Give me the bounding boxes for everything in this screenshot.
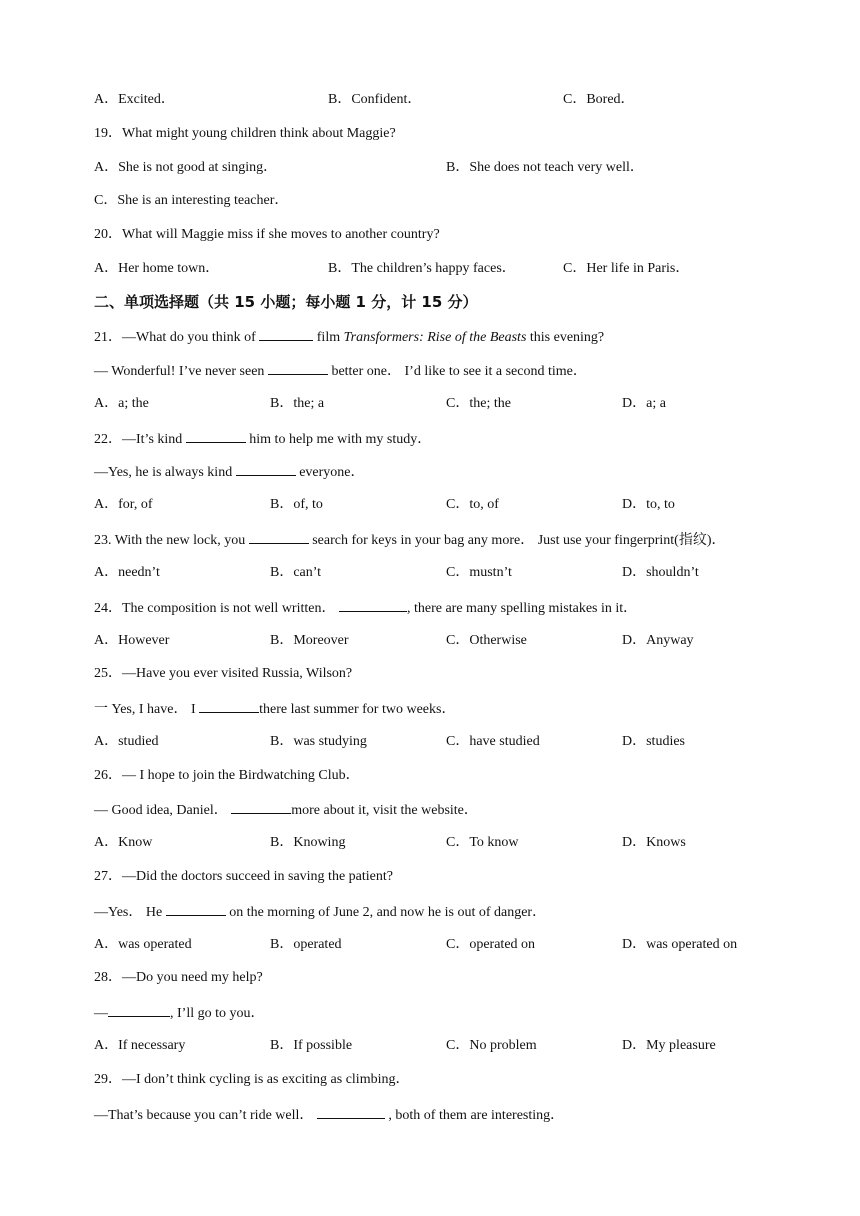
q28-option-c: C．No problem xyxy=(446,1038,537,1053)
q27-line-2: —Yes． He on the morning of June 2, and now he is out of danger． xyxy=(94,901,546,923)
q21-line-2: — Wonderful! I’ve never seen better one． I’d like to see it a second time． xyxy=(94,360,587,382)
answer-blank xyxy=(236,461,296,476)
q18-option-a: A．Excited． xyxy=(94,92,175,107)
q18-option-b: B．Confident． xyxy=(328,92,422,107)
q26-line-2: — Good idea, Daniel． more about it, visit the website． xyxy=(94,799,478,821)
q22-option-b: B．of, to xyxy=(270,497,323,512)
q23-option-a: A．needn’t xyxy=(94,565,160,580)
q23-option-d: D．shouldn’t xyxy=(622,565,699,580)
q22-option-c: C．to, of xyxy=(446,497,499,512)
q24-option-a: A．However xyxy=(94,633,170,648)
q22-option-a: A．for, of xyxy=(94,497,153,512)
q25-line-2: 一 Yes, I have． I there last summer for two weeks． xyxy=(94,698,455,720)
q25-line-1: 25．—Have you ever visited Russia, Wilson? xyxy=(94,666,353,681)
answer-blank xyxy=(199,698,259,713)
q28-option-d: D．My pleasure xyxy=(622,1038,716,1053)
film-title: Transformers: Rise of the Beasts xyxy=(343,330,527,345)
q25-option-c: C．have studied xyxy=(446,734,540,749)
answer-blank xyxy=(249,529,309,544)
q24-option-d: D．Anyway xyxy=(622,633,694,648)
q28-line-2: — , I’ll go to you． xyxy=(94,1002,265,1024)
answer-blank xyxy=(259,326,313,341)
q19-option-a: A．She is not good at singing． xyxy=(94,160,278,175)
q26-option-a: A．Know xyxy=(94,835,153,850)
q27-line-1: 27．—Did the doctors succeed in saving the patient? xyxy=(94,869,393,884)
q22-line-1: 22．—It’s kind him to help me with my study． xyxy=(94,428,431,450)
q19-stem: 19．What might young children think about Maggie? xyxy=(94,126,396,141)
q22-option-d: D．to, to xyxy=(622,497,675,512)
q21-option-b: B．the; a xyxy=(270,396,325,411)
q20-option-a: A．Her home town． xyxy=(94,261,220,276)
q20-option-b: B．The children’s happy faces． xyxy=(328,261,516,276)
q26-line-1: 26．— I hope to join the Birdwatching Club． xyxy=(94,768,360,783)
q27-option-a: A．was operated xyxy=(94,937,192,952)
q22-line-2: —Yes, he is always kind everyone． xyxy=(94,461,365,483)
q20-stem: 20．What will Maggie miss if she moves to another country? xyxy=(94,227,440,242)
section-heading: 二、单项选择题（共 15 小题；每小题 1 分，计 15 分） xyxy=(94,293,478,311)
answer-blank xyxy=(339,597,407,612)
answer-blank xyxy=(108,1002,170,1017)
q21-option-a: A．a; the xyxy=(94,396,149,411)
q24-line-1: 24．The composition is not well written． , there are many spelling mistakes in it． xyxy=(94,597,637,619)
q21-option-c: C．the; the xyxy=(446,396,511,411)
q29-line-1: 29．—I don’t think cycling is as exciting as climbing． xyxy=(94,1072,410,1087)
q25-option-d: D．studies xyxy=(622,734,685,749)
q24-option-b: B．Moreover xyxy=(270,633,349,648)
q23-option-b: B．can’t xyxy=(270,565,322,580)
q25-option-a: A．studied xyxy=(94,734,159,749)
q28-option-a: A．If necessary xyxy=(94,1038,186,1053)
q28-line-1: 28．—Do you need my help? xyxy=(94,970,263,985)
answer-blank xyxy=(166,901,226,916)
q19-option-c: C．She is an interesting teacher． xyxy=(94,193,289,208)
q29-line-2: —That’s because you can’t ride well． , both of them are interesting． xyxy=(94,1104,564,1126)
q26-option-c: C．To know xyxy=(446,835,519,850)
q26-option-d: D．Knows xyxy=(622,835,686,850)
q21-line-1: 21．—What do you think of film Transformers: Rise of the Beasts this evening? xyxy=(94,326,604,348)
q19-option-b: B．She does not teach very well． xyxy=(446,160,644,175)
answer-blank xyxy=(231,799,291,814)
q27-option-d: D．was operated on xyxy=(622,937,738,952)
answer-blank xyxy=(186,428,246,443)
q25-option-b: B．was studying xyxy=(270,734,367,749)
q27-option-b: B．operated xyxy=(270,937,342,952)
q26-option-b: B．Knowing xyxy=(270,835,346,850)
q23-line-1: 23. With the new lock, you search for keys in your bag any more． Just use your fingerprint(指纹)． xyxy=(94,529,726,551)
q24-option-c: C．Otherwise xyxy=(446,633,527,648)
q27-option-c: C．operated on xyxy=(446,937,536,952)
q20-option-c: C．Her life in Paris． xyxy=(563,261,690,276)
q21-option-d: D．a; a xyxy=(622,396,666,411)
q18-option-c: C．Bored． xyxy=(563,92,635,107)
q23-option-c: C．mustn’t xyxy=(446,565,512,580)
q28-option-b: B．If possible xyxy=(270,1038,353,1053)
answer-blank xyxy=(268,360,328,375)
answer-blank xyxy=(317,1104,385,1119)
